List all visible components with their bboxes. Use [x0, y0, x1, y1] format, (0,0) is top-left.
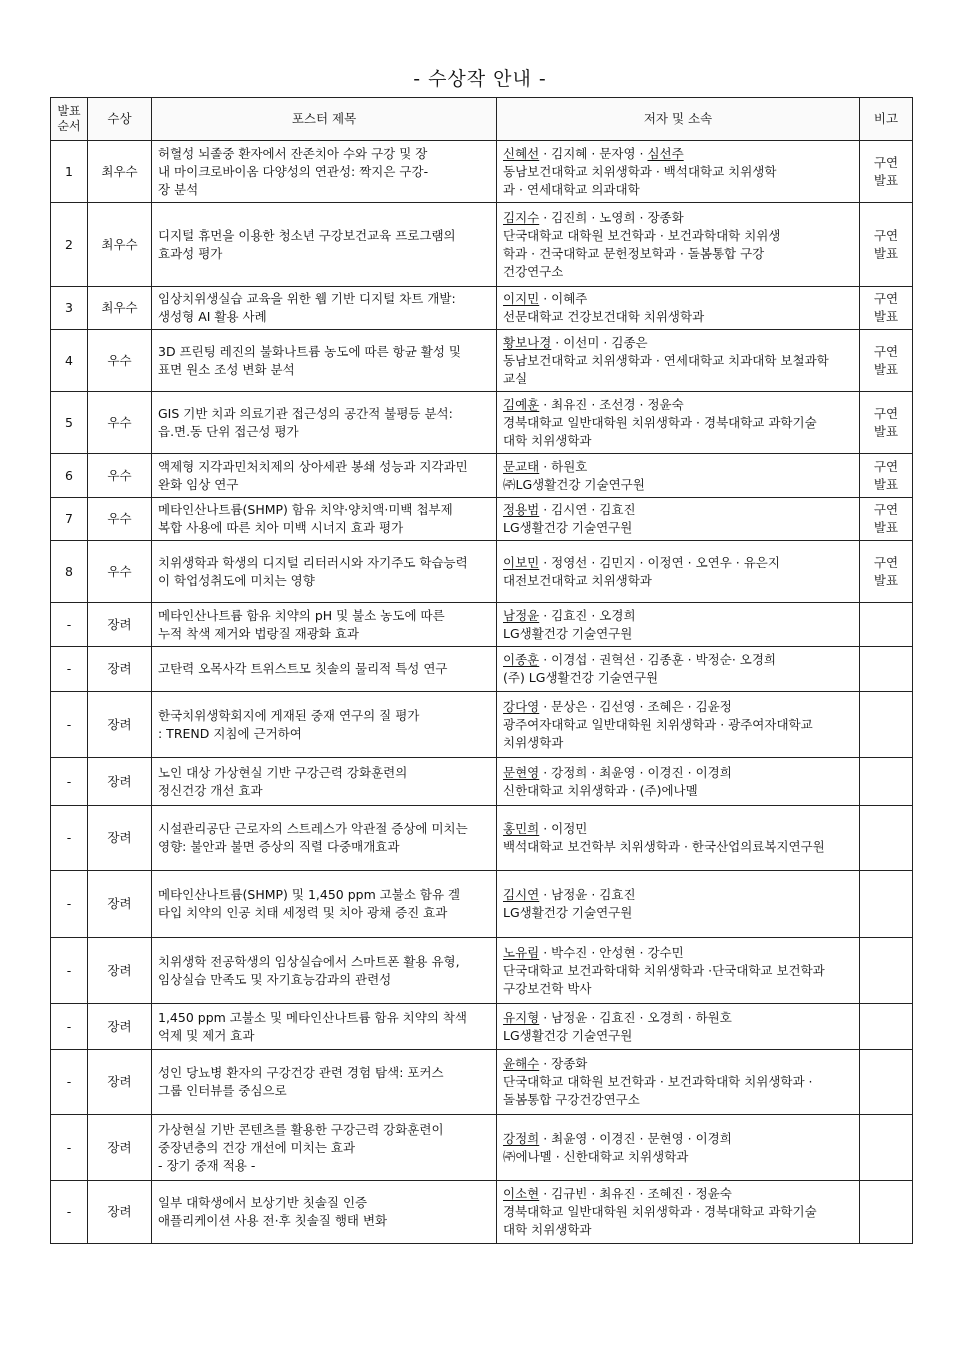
poster-title: [152, 806, 497, 871]
author-list: [503, 944, 853, 962]
award-grade: 장려: [88, 758, 152, 806]
author-list: [503, 607, 853, 625]
affiliation-line: 치위생학과: [503, 734, 564, 750]
affiliation-line: 학과 · 건국대학교 문헌정보학과 · 돌봄통합 구강: [503, 245, 765, 261]
award-grade: 장려: [88, 1115, 152, 1181]
author-list: [503, 886, 853, 904]
table-row: [51, 203, 913, 287]
award-grade: 최우수: [88, 203, 152, 287]
poster-title-line: 완화 임상 연구: [158, 476, 239, 492]
first-author: 정용범: [503, 502, 540, 517]
presentation-order: -: [51, 758, 88, 806]
awards-table: [50, 97, 913, 1244]
presentation-order: 7: [51, 498, 88, 541]
presentation-order: -: [51, 1050, 88, 1115]
presentation-order: -: [51, 871, 88, 938]
poster-title: [152, 1004, 497, 1050]
award-grade: 최우수: [88, 287, 152, 330]
authors-affiliation: [497, 603, 860, 647]
first-author: 남정윤: [503, 607, 540, 623]
affiliation-line: 신한대학교 치위생학과 · (주)에나멜: [503, 782, 698, 798]
first-author: 노유림: [503, 944, 540, 960]
poster-title-line: 애플리케이션 사용 전·후 칫솔질 행태 변화: [158, 1213, 388, 1228]
award-grade: 장려: [88, 692, 152, 758]
poster-title-line: 복합 사용에 따른 치아 미백 시너지 효과 평가: [158, 520, 404, 535]
co-authors: · 장종화: [539, 1056, 588, 1071]
co-authors: · 문상은 · 김선영 · 조혜은 · 김윤정: [539, 698, 732, 714]
presentation-order: 1: [51, 141, 88, 203]
first-author: 강다영: [503, 698, 540, 714]
note: [860, 806, 913, 871]
table-row: [51, 806, 913, 871]
affiliation-line: 동남보건대학교 치위생학과 · 연세대학교 치과대학 보철과학: [503, 352, 829, 368]
poster-title: [152, 541, 497, 603]
award-grade: 최우수: [88, 141, 152, 203]
co-authors: · 이정민: [539, 821, 588, 836]
poster-title-line: 노인 대상 가상현실 기반 구강근력 강화훈련의: [158, 764, 408, 780]
authors-affiliation: [497, 1181, 860, 1244]
note: 구연 발표: [860, 203, 913, 287]
presentation-order: -: [51, 806, 88, 871]
poster-title-line: 이 학업성취도에 미치는 영향: [158, 572, 315, 588]
authors-affiliation: [497, 454, 860, 498]
poster-title: [152, 1050, 497, 1115]
poster-title: [152, 454, 497, 498]
authors-affiliation: [497, 141, 860, 203]
note: 구연 발표: [860, 454, 913, 498]
poster-title-line: 일부 대학생에서 보상기반 칫솔질 인증: [158, 1195, 368, 1210]
poster-title-line: 메타인산나트륨(SHMP) 및 1,450 ppm 고불소 함유 겔: [158, 887, 461, 902]
award-grade: 장려: [88, 1050, 152, 1115]
award-grade: 장려: [88, 1181, 152, 1244]
author-list: [503, 820, 853, 838]
presentation-order: -: [51, 1181, 88, 1244]
author-list: [503, 1055, 853, 1073]
affiliation-line: (주) LG생활건강 기술연구원: [503, 670, 659, 685]
poster-title-line: 고탄력 오목사각 트위스트모 칫솔의 물리적 특성 연구: [158, 661, 448, 676]
header-poster-title: 포스터 제목: [152, 98, 497, 141]
affiliation-line: 건강연구소: [503, 263, 564, 279]
presentation-order: 2: [51, 203, 88, 287]
author-list: [503, 334, 853, 352]
table-row: [51, 498, 913, 541]
author-list: [503, 1130, 853, 1148]
header-authors: 저자 및 소속: [497, 98, 860, 141]
presentation-order: -: [51, 603, 88, 647]
award-grade: 장려: [88, 603, 152, 647]
poster-title-line: 내 마이크로바이옴 다양성의 연관성: 짝지은 구강-: [158, 163, 429, 179]
poster-title-line: 타입 치약의 인공 치태 세정력 및 치아 광채 증진 효과: [158, 905, 448, 920]
poster-title-line: 표면 원소 조성 변화 분석: [158, 361, 295, 377]
note: 구연 발표: [860, 141, 913, 203]
table-row: [51, 1115, 913, 1181]
table-row: [51, 287, 913, 330]
first-author: 이소현: [503, 1186, 540, 1201]
affiliation-line: 광주여자대학교 일반대학원 치위생학과 · 광주여자대학교: [503, 716, 813, 732]
poster-title-line: 메타인산나트륨(SHMP) 함유 치약·양치액·미백 첩부제: [158, 502, 453, 517]
poster-title: [152, 287, 497, 330]
authors-affiliation: [497, 871, 860, 938]
poster-title-line: 디지털 휴먼을 이용한 청소년 구강보건교육 프로그램의: [158, 227, 456, 243]
note: [860, 938, 913, 1004]
first-author: 김시연: [503, 887, 540, 902]
poster-title-line: 읍.면.동 단위 접근성 평가: [158, 423, 299, 439]
affiliation-line: ㈜에나멜 · 신한대학교 치위생학과: [503, 1148, 689, 1164]
poster-title-line: 1,450 ppm 고불소 및 메타인산나트륨 함유 치약의 착색: [158, 1009, 467, 1025]
presentation-order: -: [51, 1004, 88, 1050]
poster-title-line: 성인 당뇨병 환자의 구강건강 관련 경험 탐색: 포커스: [158, 1065, 444, 1080]
note: [860, 647, 913, 692]
first-author: 이보민: [503, 554, 540, 570]
note: [860, 1181, 913, 1244]
award-grade: 장려: [88, 1004, 152, 1050]
poster-title-line: - 장기 중재 적용 -: [158, 1157, 256, 1173]
table-row: [51, 647, 913, 692]
affiliation-line: 대전보건대학교 치위생학과: [503, 572, 652, 588]
poster-title-line: 중장년층의 건강 개선에 미치는 효과: [158, 1139, 356, 1155]
co-authors: · 정영선 · 김민지 · 이정연 · 오연우 · 유은지: [539, 554, 780, 570]
affiliation-line: LG생활건강 기술연구원: [503, 1027, 633, 1043]
affiliation-line: 대학 치위생학과: [503, 1222, 592, 1237]
poster-title-line: 누적 착색 제거와 법랑질 재광화 효과: [158, 625, 359, 641]
table-row: [51, 392, 913, 454]
table-row: [51, 603, 913, 647]
poster-title: [152, 1115, 497, 1181]
author-list: [503, 145, 853, 163]
author-list: [503, 1009, 853, 1027]
award-grade: 장려: [88, 871, 152, 938]
affiliation-line: 선문대학교 건강보건대학 치위생학과: [503, 309, 705, 324]
affiliation-line: LG생활건강 기술연구원: [503, 520, 633, 535]
co-authors: · 이경섭 · 권혁선 · 김종훈 · 박정순· 오경희: [539, 652, 776, 667]
poster-title-line: GIS 기반 치과 의료기관 접근성의 공간적 불평등 분석:: [158, 405, 453, 421]
poster-title: [152, 603, 497, 647]
table-row: [51, 758, 913, 806]
affiliation-line: ㈜LG생활건강 기술연구원: [503, 476, 645, 492]
poster-title: [152, 392, 497, 454]
table-row: [51, 871, 913, 938]
author-list: [503, 209, 853, 227]
first-author: 황보나경: [503, 334, 552, 350]
poster-title-line: 영향: 불안과 불면 증상의 직렬 다중매개효과: [158, 839, 400, 854]
affiliation-line: 구강보건학 박사: [503, 980, 592, 996]
author-list: [503, 554, 853, 572]
co-authors: · 김진희 · 노영희 · 장종화: [539, 209, 684, 225]
authors-affiliation: [497, 541, 860, 603]
author-list: [503, 651, 853, 669]
poster-title-line: 생성형 AI 활용 사례: [158, 309, 267, 324]
authors-affiliation: [497, 1050, 860, 1115]
first-author: 이종훈: [503, 652, 540, 667]
note: [860, 1004, 913, 1050]
affiliation-line: LG생활건강 기술연구원: [503, 625, 633, 641]
table-row: [51, 330, 913, 392]
header-row: [51, 98, 913, 141]
poster-title-line: 3D 프린팅 레진의 불화나트륨 농도에 따른 항균 활성 및: [158, 343, 461, 359]
poster-title: [152, 203, 497, 287]
co-authors: · 최유진 · 조선경 · 정윤숙: [539, 396, 684, 412]
poster-title: [152, 871, 497, 938]
co-authors: · 이선미 · 김종은: [551, 334, 648, 350]
first-author: 김예훈: [503, 396, 540, 412]
note: [860, 758, 913, 806]
author-list: [503, 290, 853, 308]
affiliation-line: 단국대학교 대학원 보건학과 · 보건과학대학 치위생: [503, 227, 781, 243]
award-grade: 장려: [88, 647, 152, 692]
page-title: - 수상작 안내 -: [413, 68, 547, 90]
note: [860, 603, 913, 647]
award-grade: 우수: [88, 498, 152, 541]
presentation-order: -: [51, 647, 88, 692]
affiliation-line: 교실: [503, 370, 528, 386]
affiliation-line: 경북대학교 일반대학원 치위생학과 · 경북대학교 과학기술: [503, 414, 817, 430]
affiliation-line: 단국대학교 대학원 보건학과 · 보건과학대학 치위생학과 ·: [503, 1074, 813, 1089]
poster-title-line: 시설관리공단 근로자의 스트레스가 악관절 증상에 미치는: [158, 821, 468, 836]
note: [860, 692, 913, 758]
poster-title-line: : TREND 지침에 근거하여: [158, 725, 302, 741]
authors-affiliation: [497, 806, 860, 871]
first-author: 이지민: [503, 291, 540, 306]
co-authors: · 남정윤 · 김효진: [539, 887, 636, 902]
first-author: 문현영: [503, 764, 540, 780]
award-grade: 우수: [88, 392, 152, 454]
poster-title-line: 장 분석: [158, 181, 199, 197]
co-authors: · 강정희 · 최윤영 · 이경진 · 이경희: [539, 764, 732, 780]
authors-affiliation: [497, 1115, 860, 1181]
co-authors: · 최윤영 · 이경진 · 문현영 · 이경희: [539, 1130, 732, 1146]
poster-title-line: 그룹 인터뷰를 중심으로: [158, 1083, 287, 1098]
presentation-order: 3: [51, 287, 88, 330]
note: 구연 발표: [860, 287, 913, 330]
first-author: 윤해수: [503, 1056, 540, 1071]
note: [860, 871, 913, 938]
note: [860, 1115, 913, 1181]
header-note: 비고: [860, 98, 913, 141]
table-row: [51, 454, 913, 498]
affiliation-line: LG생활건강 기술연구원: [503, 905, 633, 920]
note: 구연 발표: [860, 330, 913, 392]
table-row: [51, 1004, 913, 1050]
header-award: 수상: [88, 98, 152, 141]
poster-title-line: 임상실습 만족도 및 자기효능감과의 관련성: [158, 971, 392, 987]
poster-title-line: 치위생학과 학생의 디지털 리터러시와 자기주도 학습능력: [158, 554, 468, 570]
affiliation-line: 동남보건대학교 치위생학과 · 백석대학교 치위생학: [503, 163, 777, 179]
presentation-order: -: [51, 1115, 88, 1181]
poster-title-line: 가상현실 기반 콘텐츠를 활용한 구강근력 강화훈련이: [158, 1121, 444, 1137]
poster-title: [152, 758, 497, 806]
poster-title-line: 메타인산나트륨 함유 치약의 pH 및 불소 농도에 따른: [158, 607, 445, 623]
authors-affiliation: [497, 203, 860, 287]
affiliation-line: 돌봄통합 구강건강연구소: [503, 1092, 640, 1107]
affiliation-line: 경북대학교 일반대학원 치위생학과 · 경북대학교 과학기술: [503, 1204, 817, 1219]
author-list: [503, 698, 853, 716]
co-authors: · 이혜주: [539, 291, 588, 306]
table-row: [51, 1181, 913, 1244]
note: 구연 발표: [860, 541, 913, 603]
co-authors: · 박수진 · 안성현 · 강수민: [539, 944, 684, 960]
affiliation-line: 대학 치위생학과: [503, 432, 592, 448]
authors-affiliation: [497, 330, 860, 392]
poster-title-line: 억제 및 제거 효과: [158, 1027, 255, 1043]
table-row: [51, 938, 913, 1004]
poster-title-line: 정신건강 개선 효과: [158, 782, 263, 798]
presentation-order: 5: [51, 392, 88, 454]
first-author: 신혜선: [503, 145, 540, 161]
presentation-order: -: [51, 692, 88, 758]
author-list: [503, 764, 853, 782]
presentation-order: 6: [51, 454, 88, 498]
poster-title-line: 액제형 지각과민처치제의 상아세관 봉쇄 성능과 지각과민: [158, 458, 468, 474]
authors-affiliation: [497, 392, 860, 454]
poster-title: [152, 938, 497, 1004]
poster-title-line: 효과성 평가: [158, 245, 223, 261]
table-row: [51, 1050, 913, 1115]
award-grade: 우수: [88, 454, 152, 498]
poster-title: [152, 692, 497, 758]
authors-affiliation: [497, 1004, 860, 1050]
poster-title-line: 허혈성 뇌졸중 환자에서 잔존치아 수와 구강 및 장: [158, 145, 428, 161]
co-authors: · 김효진 · 오경희: [539, 607, 636, 623]
poster-title-line: 임상치위생실습 교육을 위한 웹 기반 디지털 차트 개발:: [158, 291, 456, 306]
note: 구연 발표: [860, 392, 913, 454]
poster-title: [152, 1181, 497, 1244]
first-author: 홍민희: [503, 821, 540, 836]
authors-affiliation: [497, 758, 860, 806]
co-authors: · 김규빈 · 최유진 · 조혜진 · 정윤숙: [539, 1186, 732, 1201]
poster-title-line: 치위생학 전공학생의 임상실습에서 스마트폰 활용 유형,: [158, 953, 460, 969]
award-grade: 장려: [88, 938, 152, 1004]
note: 구연 발표: [860, 498, 913, 541]
first-author: 문교태: [503, 458, 540, 474]
co-authors: · 김시연 · 김효진: [539, 502, 636, 517]
presentation-order: 8: [51, 541, 88, 603]
affiliation-line: 단국대학교 보건과학대학 치위생학과 ·단국대학교 보건학과: [503, 962, 825, 978]
affiliation-line: 과 · 연세대학교 의과대학: [503, 181, 640, 197]
authors-affiliation: [497, 498, 860, 541]
author-list: [503, 458, 853, 476]
table-row: [51, 692, 913, 758]
authors-affiliation: [497, 692, 860, 758]
author-list: [503, 1185, 853, 1203]
table-row: [51, 141, 913, 203]
poster-title: [152, 330, 497, 392]
corresponding-author: 심선주: [647, 145, 684, 161]
first-author: 유지형: [503, 1009, 540, 1025]
first-author: 강정희: [503, 1130, 540, 1146]
award-grade: 장려: [88, 806, 152, 871]
authors-affiliation: [497, 938, 860, 1004]
author-list: [503, 396, 853, 414]
authors-affiliation: [497, 287, 860, 330]
presentation-order: -: [51, 938, 88, 1004]
co-authors: · 하원호: [539, 458, 588, 474]
author-list: [503, 501, 853, 519]
poster-title: [152, 498, 497, 541]
note: [860, 1050, 913, 1115]
affiliation-line: 백석대학교 보건학부 치위생학과 · 한국산업의료복지연구원: [503, 839, 825, 854]
header-order: 발표 순서: [51, 98, 88, 141]
co-authors: · 남정윤 · 김효진 · 오경희 · 하원호: [539, 1009, 732, 1025]
authors-affiliation: [497, 647, 860, 692]
co-authors: · 김지혜 · 문자영 ·: [539, 145, 648, 161]
award-grade: 우수: [88, 330, 152, 392]
poster-title-line: 한국치위생학회지에 게재된 중재 연구의 질 평가: [158, 707, 420, 723]
poster-title: [152, 141, 497, 203]
table-row: [51, 541, 913, 603]
award-grade: 우수: [88, 541, 152, 603]
first-author: 김지수: [503, 209, 540, 225]
presentation-order: 4: [51, 330, 88, 392]
poster-title: [152, 647, 497, 692]
